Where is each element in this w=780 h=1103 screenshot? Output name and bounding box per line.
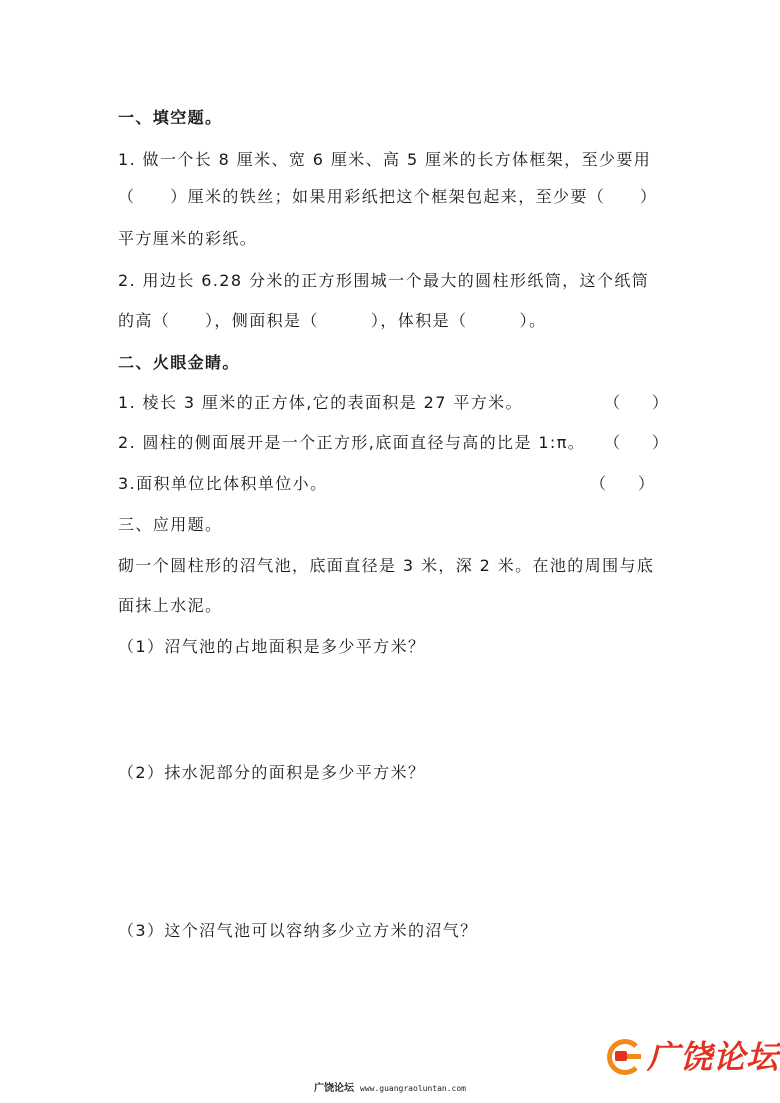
q1-line2: （ ）厘米的铁丝；如果用彩纸把这个框架包起来，至少要（ ） xyxy=(118,187,658,206)
judge-item-1-text: 1. 棱长 3 厘米的正方体,它的表面积是 27 平方米。 xyxy=(118,393,523,412)
q2-line2: 的高（ ），侧面积是（ ），体积是（ ）。 xyxy=(118,311,547,330)
logo-g-dot xyxy=(615,1051,627,1061)
sub-question-1: （1）沼气池的占地面积是多少平方米？ xyxy=(118,637,426,656)
sub-question-3: （3）这个沼气池可以容纳多少立方米的沼气？ xyxy=(118,921,478,940)
logo-g-bar xyxy=(625,1054,641,1059)
sub-question-2: （2）抹水泥部分的面积是多少平方米？ xyxy=(118,763,426,782)
footer-site-name: 广饶论坛 xyxy=(314,1083,355,1094)
section3-title: 三、应用题。 xyxy=(118,515,223,534)
judge-item-2-answer: （ ） xyxy=(604,433,669,452)
section1-title: 一、填空题。 xyxy=(118,108,223,127)
site-logo xyxy=(607,1035,780,1081)
problem-line1: 砌一个圆柱形的沼气池，底面直径是 3 米，深 2 米。在池的周围与底 xyxy=(118,556,655,575)
q2-line1: 2. 用边长 6.28 分米的正方形围城一个最大的圆柱形纸筒，这个纸筒 xyxy=(118,271,650,290)
judge-item-3-text: 3.面积单位比体积单位小。 xyxy=(118,474,328,493)
logo-text: 广饶论坛 xyxy=(647,1038,780,1076)
problem-line2: 面抹上水泥。 xyxy=(118,596,223,615)
q1-line3: 平方厘米的彩纸。 xyxy=(118,229,258,248)
section2-title: 二、火眼金睛。 xyxy=(118,353,240,372)
judge-item-2-text: 2. 圆柱的侧面展开是一个正方形,底面直径与高的比是 1:π。 xyxy=(118,433,586,452)
judge-item-1-answer: （ ） xyxy=(604,393,669,412)
judge-item-3-answer: （ ） xyxy=(590,474,655,493)
footer xyxy=(0,1083,780,1095)
footer-url[interactable]: www.guangraoluntan.com xyxy=(360,1084,466,1093)
q1-line1: 1. 做一个长 8 厘米、宽 6 厘米、高 5 厘米的长方体框架，至少要用 xyxy=(118,150,652,169)
